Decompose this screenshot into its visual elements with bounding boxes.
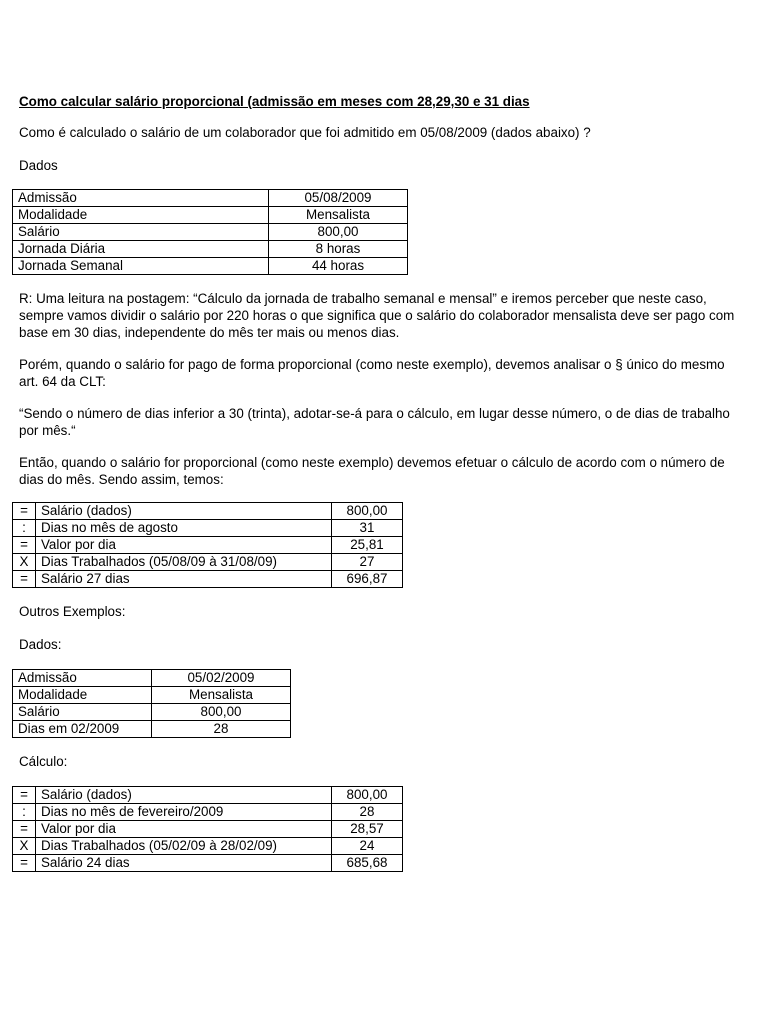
table-cell: 800,00 xyxy=(152,704,291,721)
table-row xyxy=(13,207,408,224)
table-cell: Mensalista xyxy=(152,687,291,704)
table-cell: Salário xyxy=(13,704,152,721)
table-cell: 05/02/2009 xyxy=(152,670,291,687)
table-cell: Dias no mês de fevereiro/2009 xyxy=(36,804,332,821)
table-cell: 44 horas xyxy=(269,258,408,275)
operator-cell: = xyxy=(13,571,36,588)
operator-cell: = xyxy=(13,787,36,804)
operator-cell: = xyxy=(13,821,36,838)
dados2-label: Dados: xyxy=(19,637,62,652)
paragraph-r: R: Uma leitura na postagem: “Cálculo da jornada de trabalho semanal e mensal” e iremos perceber que neste caso, sempre vamos dividir o salário por 220 horas o que significa que o salário do colaborador mensalista deve ser pago com base em 30 dias, independente do mês ter mais ou menos dias. xyxy=(19,291,735,340)
table-row xyxy=(13,670,291,687)
table-row xyxy=(13,537,403,554)
table-row xyxy=(13,571,403,588)
table-row xyxy=(13,838,403,855)
table-row xyxy=(13,190,408,207)
table-row xyxy=(13,704,291,721)
table-row xyxy=(13,258,408,275)
table-cell: 28 xyxy=(152,721,291,738)
table-row xyxy=(13,554,403,571)
table-row xyxy=(13,503,403,520)
table-cell: Salário xyxy=(13,224,269,241)
operator-cell: : xyxy=(13,804,36,821)
value-cell: 25,81 xyxy=(332,537,403,554)
table-cell: Dias Trabalhados (05/08/09 à 31/08/09) xyxy=(36,554,332,571)
data-table-2 xyxy=(12,669,291,738)
table-row xyxy=(13,520,403,537)
table-row xyxy=(13,224,408,241)
value-cell: 696,87 xyxy=(332,571,403,588)
table-cell: Modalidade xyxy=(13,207,269,224)
value-cell: 685,68 xyxy=(332,855,403,872)
operator-cell: : xyxy=(13,520,36,537)
table-cell: 8 horas xyxy=(269,241,408,258)
table-cell: Dias Trabalhados (05/02/09 à 28/02/09) xyxy=(36,838,332,855)
table-cell: Salário 27 dias xyxy=(36,571,332,588)
table-cell: 800,00 xyxy=(269,224,408,241)
value-cell: 28 xyxy=(332,804,403,821)
table-cell: Admissão xyxy=(13,670,152,687)
paragraph-porem: Porém, quando o salário for pago de forma proporcional (como neste exemplo), devemos analisar o § único do mesmo art. 64 da CLT: xyxy=(19,357,725,389)
table-cell: Jornada Semanal xyxy=(13,258,269,275)
table-cell: Admissão xyxy=(13,190,269,207)
calc-table-2 xyxy=(12,786,403,872)
operator-cell: X xyxy=(13,554,36,571)
table-cell: Salário (dados) xyxy=(36,787,332,804)
value-cell: 27 xyxy=(332,554,403,571)
table-cell: Valor por dia xyxy=(36,821,332,838)
value-cell: 31 xyxy=(332,520,403,537)
table-row xyxy=(13,687,291,704)
operator-cell: = xyxy=(13,537,36,554)
dados-label: Dados xyxy=(19,158,58,173)
paragraph-entao: Então, quando o salário for proporcional (como neste exemplo) devemos efetuar o cálculo de acordo com o número de dias do mês. Sendo assim, temos: xyxy=(19,455,725,487)
table-cell: Salário 24 dias xyxy=(36,855,332,872)
operator-cell: = xyxy=(13,503,36,520)
value-cell: 24 xyxy=(332,838,403,855)
outros-label: Outros Exemplos: xyxy=(19,604,126,619)
table-row xyxy=(13,821,403,838)
table-row xyxy=(13,721,291,738)
calculo-label: Cálculo: xyxy=(19,754,68,769)
operator-cell: = xyxy=(13,855,36,872)
value-cell: 800,00 xyxy=(332,503,403,520)
value-cell: 28,57 xyxy=(332,821,403,838)
operator-cell: X xyxy=(13,838,36,855)
table-row xyxy=(13,787,403,804)
table-cell: Dias em 02/2009 xyxy=(13,721,152,738)
question-text: Como é calculado o salário de um colaborador que foi admitido em 05/08/2009 (dados abaixo) ? xyxy=(19,125,591,140)
data-table-1 xyxy=(12,189,408,275)
table-row xyxy=(13,855,403,872)
table-row xyxy=(13,804,403,821)
page-title: Como calcular salário proporcional (admissão em meses com 28,29,30 e 31 dias xyxy=(19,94,530,109)
table-cell: Jornada Diária xyxy=(13,241,269,258)
paragraph-quote: “Sendo o número de dias inferior a 30 (trinta), adotar-se-á para o cálculo, em lugar desse número, o de dias de trabalho por mês.“ xyxy=(19,406,730,438)
table-cell: 05/08/2009 xyxy=(269,190,408,207)
table-row xyxy=(13,241,408,258)
table-cell: Modalidade xyxy=(13,687,152,704)
table-cell: Dias no mês de agosto xyxy=(36,520,332,537)
table-cell: Salário (dados) xyxy=(36,503,332,520)
table-cell: Mensalista xyxy=(269,207,408,224)
value-cell: 800,00 xyxy=(332,787,403,804)
calc-table-1 xyxy=(12,502,403,588)
table-cell: Valor por dia xyxy=(36,537,332,554)
